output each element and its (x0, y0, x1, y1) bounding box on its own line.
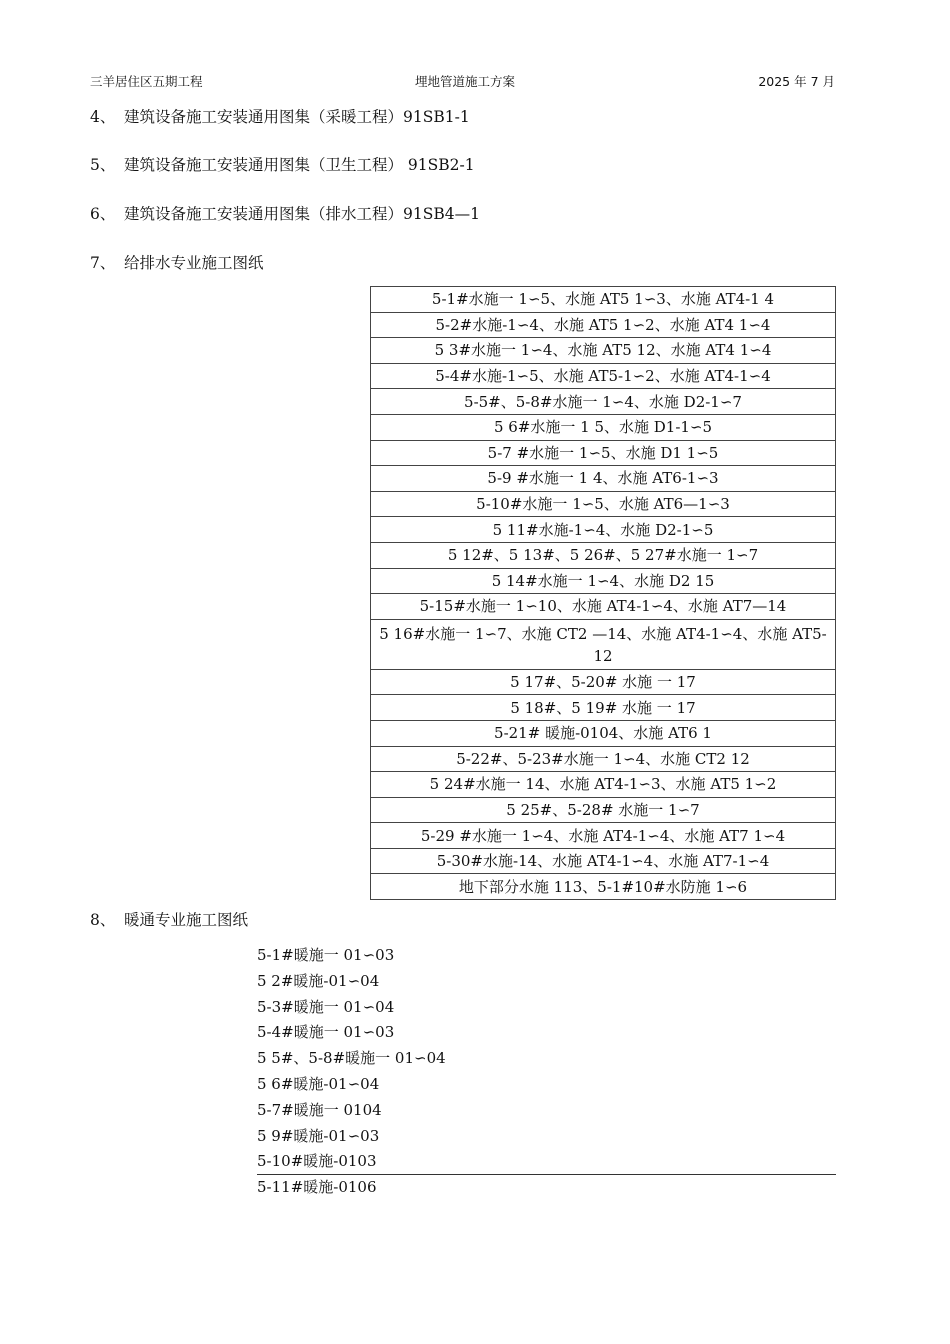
table-row (371, 568, 836, 594)
table-cell: 5 16#水施一 1∽7、水施 CT2 —14、水施 AT4-1∽4、水施 AT5-12 (371, 619, 836, 669)
table-row (371, 517, 836, 543)
item-text: 给排水专业施工图纸 (124, 254, 264, 272)
table-cell: 地下部分水施 113、5-1#10#水防施 1∽6 (371, 874, 836, 900)
list-item: 5-1#暖施一 01∽03 (257, 946, 395, 964)
table-row (371, 466, 836, 492)
list-item: 5-11#暖施-0106 (257, 1178, 377, 1197)
table-row (371, 746, 836, 772)
table-cell: 5 24#水施一 14、水施 AT4-1∽3、水施 AT5 1∽2 (371, 772, 836, 798)
table-row (371, 338, 836, 364)
table-row (371, 440, 836, 466)
list-item: 5 2#暖施-01∽04 (257, 971, 380, 990)
table-cell: 5-9 #水施一 1 4、水施 AT6-1∽3 (371, 466, 836, 492)
table-row (371, 720, 836, 746)
list-item: 5-4#暖施一 01∽03 (257, 1023, 395, 1042)
item-number: 6、 (90, 205, 116, 223)
table-row (371, 363, 836, 389)
reference-item-6 (90, 202, 480, 224)
item-text: 建筑设备施工安装通用图集（卫生工程） 91SB2-1 (124, 156, 475, 174)
item-number: 8、 (90, 911, 116, 929)
item-number: 5、 (90, 156, 116, 174)
page-header (90, 72, 835, 90)
table-row (371, 669, 836, 695)
table-row (371, 695, 836, 721)
table-row (371, 287, 836, 313)
table-cell: 5 3#水施一 1∽4、水施 AT5 12、水施 AT4 1∽4 (371, 338, 836, 364)
table-cell: 5-15#水施一 1∽10、水施 AT4-1∽4、水施 AT7—14 (371, 594, 836, 620)
table-cell: 5 18#、5 19# 水施 一 17 (371, 695, 836, 721)
table-cell: 5-2#水施-1∽4、水施 AT5 1∽2、水施 AT4 1∽4 (371, 312, 836, 338)
table-cell: 5 14#水施一 1∽4、水施 D2 15 (371, 568, 836, 594)
item-text: 暖通专业施工图纸 (124, 911, 249, 929)
item-text: 建筑设备施工安装通用图集（采暖工程）91SB1-1 (124, 108, 470, 126)
item-text: 建筑设备施工安装通用图集（排水工程）91SB4—1 (124, 205, 480, 223)
water-drawings-table (370, 286, 836, 900)
table-cell: 5-21# 暖施-0104、水施 AT6 1 (371, 720, 836, 746)
table-row (371, 797, 836, 823)
list-item: 5 6#暖施-01∽04 (257, 1074, 380, 1093)
reference-item-8 (90, 908, 248, 930)
table-cell: 5-29 #水施一 1∽4、水施 AT4-1∽4、水施 AT7 1∽4 (371, 823, 836, 849)
table-row (371, 389, 836, 415)
list-item: 5-10#暖施-0103 (257, 1149, 836, 1175)
table-row (371, 874, 836, 900)
table-cell: 5-10#水施一 1∽5、水施 AT6—1∽3 (371, 491, 836, 517)
table-cell: 5 12#、5 13#、5 26#、5 27#水施一 1∽7 (371, 542, 836, 568)
table-row (371, 414, 836, 440)
header-document-title: 埋地管道施工方案 (415, 74, 516, 89)
table-cell: 5-4#水施-1∽5、水施 AT5-1∽2、水施 AT4-1∽4 (371, 363, 836, 389)
list-item: 5 5#、5-8#暖施一 01∽04 (257, 1049, 446, 1068)
table-row (371, 848, 836, 874)
list-item: 5 9#暖施-01∽03 (257, 1126, 380, 1145)
table-row (371, 312, 836, 338)
reference-item-7 (90, 251, 264, 273)
header-date: 2025 年 7 月 (758, 74, 835, 89)
table-cell: 5-5#、5-8#水施一 1∽4、水施 D2-1∽7 (371, 389, 836, 415)
item-number: 7、 (90, 254, 116, 272)
table-cell: 5 17#、5-20# 水施 一 17 (371, 669, 836, 695)
table-row (371, 823, 836, 849)
reference-item-4 (90, 105, 470, 127)
list-item: 5-3#暖施一 01∽04 (257, 997, 395, 1016)
table-row (371, 491, 836, 517)
table-cell: 5 25#、5-28# 水施一 1∽7 (371, 797, 836, 823)
reference-item-5 (90, 153, 475, 175)
table-row (371, 619, 836, 669)
table-cell: 5-30#水施-14、水施 AT4-1∽4、水施 AT7-1∽4 (371, 848, 836, 874)
item-number: 4、 (90, 108, 116, 126)
table-row (371, 542, 836, 568)
table-row (371, 772, 836, 798)
header-project-name: 三羊居住区五期工程 (90, 74, 203, 89)
table-row (371, 594, 836, 620)
table-cell: 5-22#、5-23#水施一 1∽4、水施 CT2 12 (371, 746, 836, 772)
heating-drawings-list (257, 943, 836, 1201)
list-item: 5-7#暖施一 0104 (257, 1100, 382, 1119)
table-cell: 5-1#水施一 1∽5、水施 AT5 1∽3、水施 AT4-1 4 (371, 287, 836, 313)
table-cell: 5 6#水施一 1 5、水施 D1-1∽5 (371, 414, 836, 440)
table-cell: 5-7 #水施一 1∽5、水施 D1 1∽5 (371, 440, 836, 466)
table-cell: 5 11#水施-1∽4、水施 D2-1∽5 (371, 517, 836, 543)
